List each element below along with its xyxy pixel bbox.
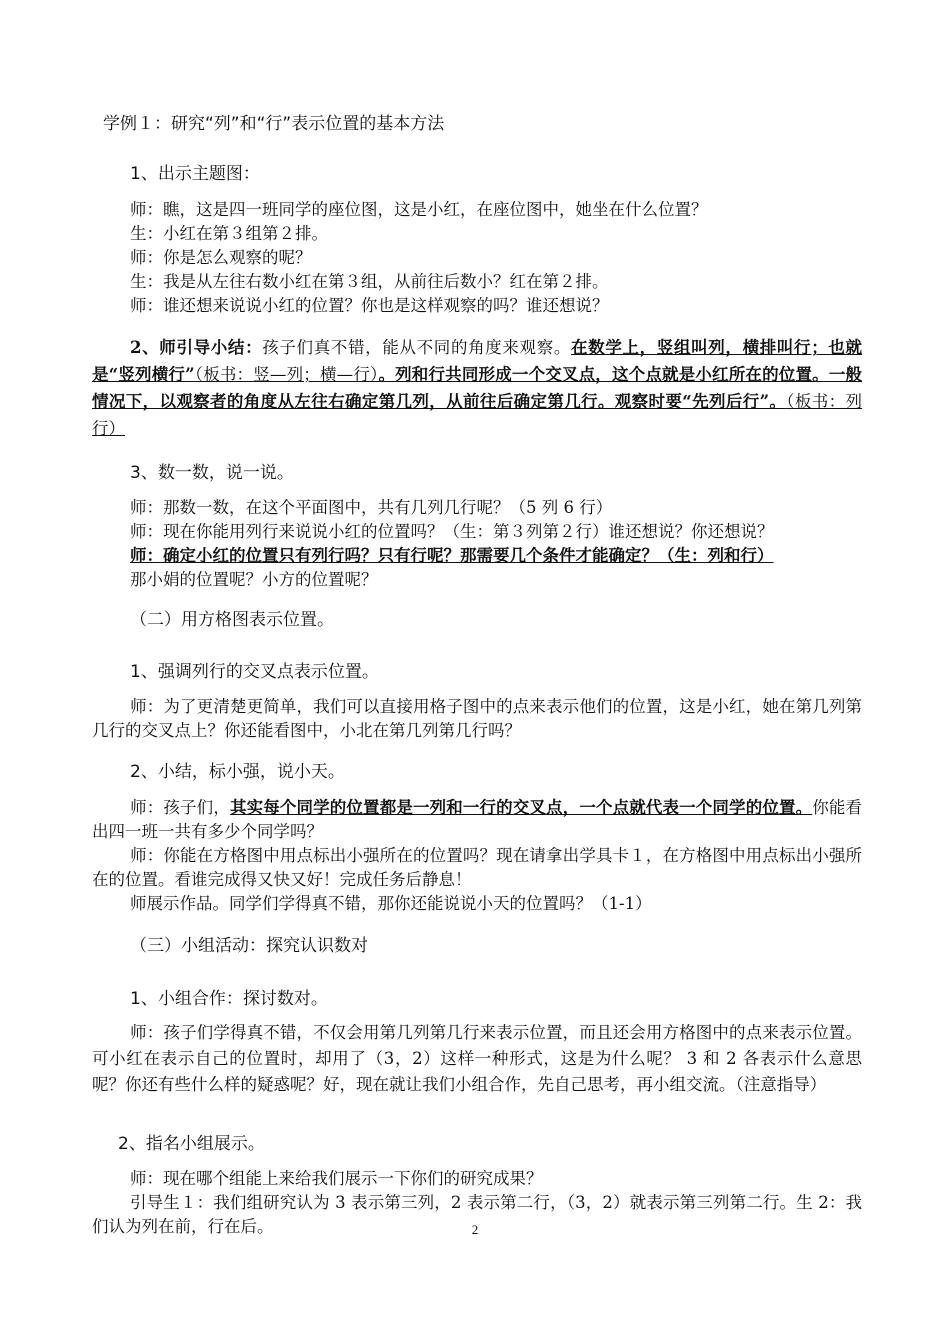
dialog-line: 师：谁还想来说说小红的位置？你也是这样观察的吗？谁还想说？ [130, 296, 609, 315]
dialog-line: 师：你是怎么观察的呢？ [130, 248, 312, 267]
section3-title: （三）小组活动：探究认识数对 [130, 936, 368, 956]
s2-step2-title: 2、小结，标小强，说小天。 [130, 762, 345, 782]
section2-title: （二）用方格图表示位置。 [130, 610, 334, 630]
dialog-line-emphasis: 师：确定小红的位置只有列行吗？只有行呢？那需要几个条件才能确定？（生：列和行） [130, 546, 774, 565]
s3-step1-title: 1、小组合作：探讨数对。 [130, 989, 328, 1009]
s2-step2-p3: 师展示作品。同学们学得真不错，那你还能说说小天的位置吗？（1-1） [130, 894, 652, 913]
summary-key-point: 在数学上，竖组叫列，横排叫行；也就是“竖列横行” [92, 338, 863, 384]
dialog-line: 师：瞧，这是四一班同学的座位图，这是小红，在座位图中，她坐在什么位置？ [130, 200, 708, 219]
s2-step1-title: 1、强调列行的交叉点表示位置。 [130, 662, 379, 682]
board-note-2: （板书：列 行） [92, 392, 863, 438]
dialog-line: 师：现在你能用列行来说说小红的位置吗？（生：第３列第２行）谁还想说？你还想说？ [130, 522, 774, 541]
step1-title: 1、出示主题图： [130, 164, 260, 184]
step3-title: 3、数一数，说一说。 [130, 463, 294, 483]
dialog-line: 生：我是从左往右数小红在第３组，从前往后数小？红在第２排。 [130, 272, 609, 291]
dialog-line: 师：那数一数，在这个平面图中，共有几列几行呢？（5 列 6 行） [130, 498, 613, 517]
dialog-line: 师：现在哪个组能上来给我们展示一下你们的研究成果？ [130, 1169, 543, 1188]
summary-plain: 孩子们真不错，能从不同的角度来观察。 [262, 338, 572, 357]
s3-step1-body: 师：孩子们学得真不错，不仅会用第几列第几行来表示位置，而且还会用方格图中的点来表示位置。可小红在表示自己的位置时，却用了（3，2）这样一种形式，这是为什么呢？ 3 和 2 各表示什么意思呢？你还有些什么样的疑惑呢？好，现在就让我们小组合作，先自己思考，再小组交流。（注意指导） [92, 1023, 862, 1094]
s2-step2-text [92, 796, 862, 916]
dialog-block-1 [130, 198, 900, 318]
s2-step2-p2: 师：你能在方格图中用点标出小强所在的位置吗？现在请拿出学具卡１，在方格图中用点标出小强所在的位置。看谁完成得又快又好！完成任务后静息！ [92, 846, 862, 889]
summary-paragraph [92, 334, 862, 442]
s3-step1-text [92, 1020, 862, 1098]
dialog-line: 引导生１：我们组研究认为 3 表示第三列，2 表示第二行，（3，2）就表示第三列第二行。生 2：我们认为列在前，行在后。 [92, 1193, 862, 1236]
page-number: 2 [471, 1222, 479, 1237]
dialog-line: 那小娟的位置呢？小方的位置呢？ [130, 570, 378, 589]
dialog-line: 生：小红在第３组第２排。 [130, 224, 328, 243]
s2-step1-body: 师：为了更清楚更简单，我们可以直接用格子图中的点来表示他们的位置，这是小红，她在第几列第几行的交叉点上？你还能看图中，小北在第几列第几行吗？ [92, 697, 862, 740]
board-note-1: （板书：竖—列；横—行） [194, 365, 379, 384]
summary-key-point-2: 。列和行共同形成一个交叉点，这个点就是小红所在的位置。一般情况下，以观察者的角度从左往右确定第几列，从前往后确定第几行。观察时要“先列后行”。 [92, 365, 863, 411]
s2-step1-text [92, 695, 862, 743]
s2-step2-key-point: 其实每个同学的位置都是一列和一行的交叉点，一个点就代表一个同学的位置。 [229, 798, 813, 817]
summary-label: 2、师引导小结： [130, 338, 263, 357]
s3-step2-title: 2、指名小组展示。 [118, 1134, 265, 1154]
example-heading: 学例１：研究“列”和“行”表示位置的基本方法 [103, 114, 445, 134]
s2-step2-tail: 你能看出四一班一共有多少个同学吗？ [92, 798, 863, 841]
dialog-block-3 [130, 496, 870, 592]
s3-step2-text [130, 1167, 862, 1191]
s2-step2-lead: 师：孩子们， [130, 798, 230, 817]
